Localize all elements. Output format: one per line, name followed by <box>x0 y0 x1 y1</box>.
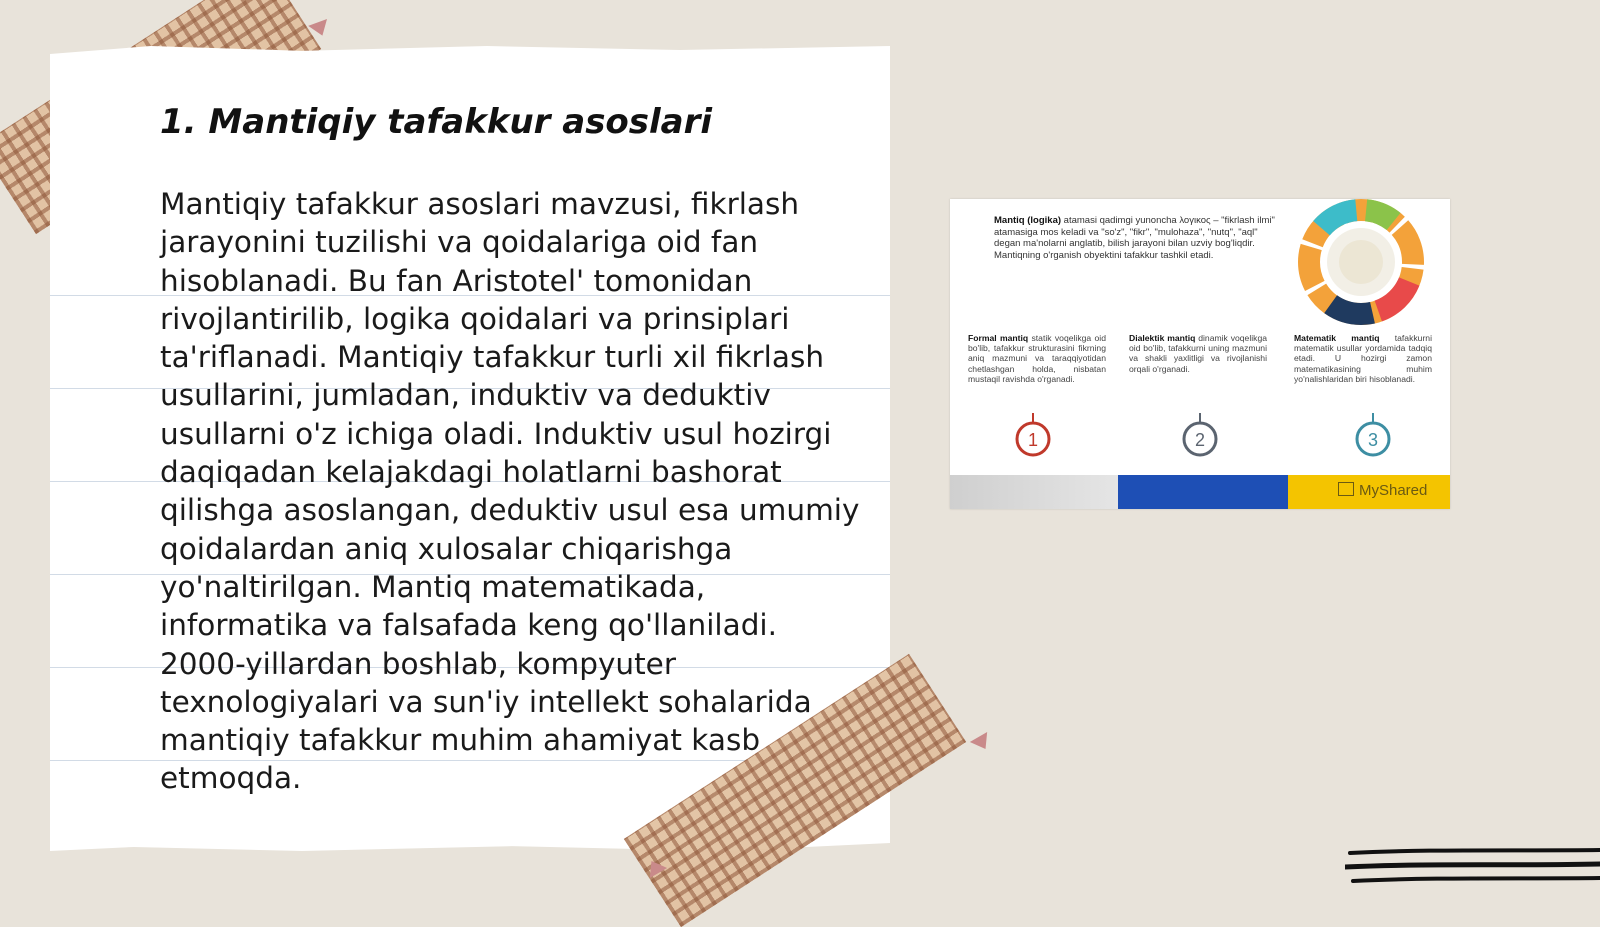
footer-bar-blue <box>1118 475 1288 509</box>
marker-number: 2 <box>1194 430 1206 450</box>
number-marker-1 <box>1014 411 1052 457</box>
column-text: statik voqelikga oid bo'lib, tafakkur strukturasini fikrning aniq mazmuni va taraqqiyotidan chetlashgan holda, nisbatan mustaqil ravishda o'rganadi. <box>968 333 1106 384</box>
brand-logo <box>1338 482 1427 499</box>
slide-intro-term: Mantiq (logika) <box>994 215 1062 226</box>
column-text: dinamik voqelikga oid bo'lib, tafakkurni uning mazmuni va shakli yaxlitligi va rivojlanishi orqali o'rganadi. <box>1129 333 1267 374</box>
presentation-icon <box>1338 482 1354 496</box>
slide-column-2 <box>1129 333 1267 374</box>
pin-accent <box>970 732 994 754</box>
segmented-ring-graphic <box>1297 199 1425 326</box>
number-marker-2 <box>1181 411 1219 457</box>
body-paragraph: Mantiqiy tafakkur asoslari mavzusi, fikrlash jarayonini tuzilishi va qoidalariga oid fan hisoblanadi. Bu fan Aristotel' tomonidan rivojlantirilib, logika qoidalari va prinsiplari ta'riflanadi. Mantiqiy tafakkur turli xil fikrlash usullarini, jumladan, induktiv va deduktiv usullarni o'z ichiga oladi. Induktiv usul hozirgi daqiqadan kelajakdagi holatlarni bashorat qilishga asoslangan, deduktiv usul esa umumiy qoidalardan aniq xulosalar chiqarishga yo'naltirilgan. Mantiq matematikada, informatika va falsafada keng qo'llaniladi. 2000-yillardan boshlab, kompyuter texnologiyalari va sun'iy intellekt sohalarida mantiqiy tafakkur muhim ahamiyat kasb etmoqda. <box>160 187 860 796</box>
page-title: 1. Mantiqiy tafakkur asoslari <box>160 102 713 142</box>
slide-thumbnail <box>950 199 1450 509</box>
slide-column-3 <box>1294 333 1432 384</box>
marker-number: 3 <box>1367 430 1379 450</box>
brush-strokes-decoration <box>1345 845 1600 895</box>
footer-bar-grey <box>950 475 1118 509</box>
column-text: tafakkurni matematik usullar yordamida tadqiq etadi. U hozirgi zamon matematikasining muhim yo'nalishlaridan biri hisoblanadi. <box>1294 333 1432 384</box>
number-marker-3 <box>1354 411 1392 457</box>
brand-name: MyShared <box>1359 482 1428 499</box>
column-term: Dialektik mantiq <box>1129 333 1196 343</box>
column-term: Formal mantiq <box>968 333 1029 343</box>
pin-accent <box>308 19 332 39</box>
marker-number: 1 <box>1027 430 1039 450</box>
column-term: Matematik mantiq <box>1294 333 1380 343</box>
slide-intro-text <box>994 215 1284 261</box>
slide-column-1 <box>968 333 1106 384</box>
slide-intro-body: atamasi qadimgi yunoncha λογικος – "fikrlash ilmi" atamasiga mos keladi va "so'z", "fikr", "mulohaza", "nutq", "aql" degan ma'nolarni anglatib, bilish jarayoni bilan uzviy bog'liqdir. Mantiqning o'rganish obyektini tafakkur tashkil etadi. <box>994 215 1275 261</box>
footer-bar-yellow <box>1288 475 1450 509</box>
